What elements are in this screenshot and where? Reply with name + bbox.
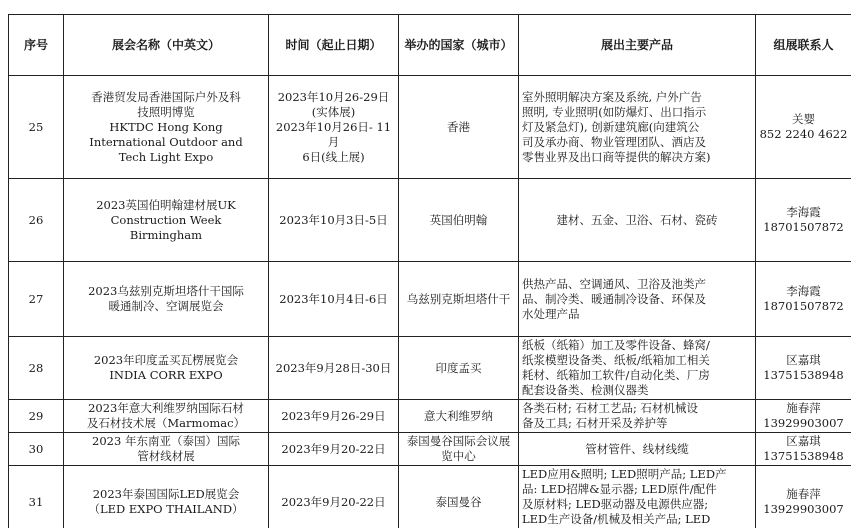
table-row: [9, 262, 852, 337]
product-line: 备及工具; 石材开采及养护等: [522, 416, 668, 430]
product-line: LED生产设备/机械及相关产品; LED: [522, 512, 711, 526]
contact-person: [756, 179, 852, 262]
date-line: 6日(线上展): [302, 149, 365, 164]
date-line: 2023年9月20-22日: [281, 441, 386, 456]
table-row: [9, 76, 852, 179]
name-line: Birmingham: [129, 227, 203, 242]
contact-person: [756, 466, 852, 528]
contact-person: [756, 262, 852, 337]
contact-phone: 18701507872: [763, 299, 844, 313]
exhibition-name: [64, 400, 269, 433]
date-line: 2023年9月26-29日: [281, 408, 386, 423]
name-line: HKTDC Hong Kong: [109, 119, 223, 134]
table-row: [9, 337, 852, 400]
name-line: Construction Week: [110, 212, 222, 227]
exhibition-table: [8, 14, 851, 528]
contact-person: [756, 337, 852, 400]
contact-phone: 13751538948: [763, 368, 844, 382]
header-name: 展会名称（中英文）: [64, 15, 269, 76]
exhibition-dates: [269, 400, 399, 433]
product-line: 配套设备类、检测仪器类: [522, 383, 649, 397]
header-number: 序号: [9, 15, 64, 76]
main-products: [519, 433, 756, 466]
contact-phone: 13751538948: [763, 449, 844, 463]
exhibition-name: [64, 433, 269, 466]
host-country: 意大利维罗纳: [399, 400, 519, 433]
name-line: 2023英国伯明翰建材展UK: [96, 197, 236, 212]
product-line: 零售业界及出口商等提供的解决方案): [522, 149, 711, 164]
contact-name: 李海霞: [786, 205, 821, 219]
name-line: 2023年泰国国际LED展览会: [92, 487, 240, 501]
contact-name: 区嘉琪: [786, 353, 821, 367]
contact-name: 区嘉琪: [786, 434, 821, 448]
host-country: 英国伯明翰: [399, 179, 519, 262]
product-line: LED应用&照明; LED照明产品; LED产: [522, 467, 727, 481]
product-line: 品、制冷类、暖通制冷设备、环保及: [522, 291, 706, 306]
date-line: 2023年9月28日-30日: [275, 360, 392, 375]
header-time: 时间（起止日期）: [269, 15, 399, 76]
product-line: 灯及紧急灯), 创新建筑廊(向建筑公: [522, 119, 700, 134]
name-line: INDIA CORR EXPO: [109, 368, 223, 382]
date-line: 2023年9月20-22日: [281, 494, 386, 509]
product-line: 耗材、纸箱加工软件/自动化类、厂房: [522, 368, 710, 382]
header-country: 举办的国家（城市）: [399, 15, 519, 76]
name-line: Tech Light Expo: [118, 149, 214, 164]
host-country: 泰国曼谷国际会议展览中心: [399, 433, 519, 466]
exhibition-dates: [269, 337, 399, 400]
contact-name: 施春萍: [786, 401, 821, 415]
header-row: [9, 15, 852, 76]
header-contact: 组展联系人: [756, 15, 852, 76]
name-line: （LED EXPO THAILAND）: [88, 502, 244, 516]
main-products: [519, 466, 756, 528]
name-line: 技照明博览: [137, 104, 195, 119]
contact-phone: 18701507872: [763, 220, 844, 234]
main-products: [519, 400, 756, 433]
exhibition-name: [64, 262, 269, 337]
product-line: 室外照明解决方案及系统, 户外广告: [522, 89, 702, 104]
exhibition-dates: [269, 76, 399, 179]
contact-name: 李海霞: [786, 284, 821, 298]
host-country: 泰国曼谷: [399, 466, 519, 528]
product-line: 纸板（纸箱）加工及零件设备、蜂窝/: [522, 338, 710, 352]
name-line: 2023年印度孟买瓦楞展览会: [93, 353, 239, 367]
row-number: 26: [9, 179, 64, 262]
table-row: [9, 400, 852, 433]
contact-person: [756, 400, 852, 433]
contact-name: 关婴: [792, 112, 815, 126]
exhibition-name: [64, 337, 269, 400]
product-line: 供热产品、空调通风、卫浴及池类产: [522, 276, 706, 291]
exhibition-dates: [269, 466, 399, 528]
row-number: 29: [9, 400, 64, 433]
date-line: (实体展): [311, 104, 356, 119]
date-line: 2023年10月26-29日: [277, 89, 390, 104]
row-number: 30: [9, 433, 64, 466]
product-line: 纸浆模塑设备类、纸板/纸箱加工相关: [522, 353, 710, 367]
contact-phone: 13929903007: [763, 416, 844, 430]
name-line: 香港贸发局香港国际户外及科: [91, 89, 241, 104]
name-line: 及石材技术展（Marmomac）: [86, 416, 246, 430]
exhibition-dates: [269, 262, 399, 337]
row-number: 25: [9, 76, 64, 179]
product-line: 司及承办商、物业管理团队、酒店及: [522, 134, 706, 149]
date-line: 2023年10月26日- 11月: [275, 119, 392, 149]
contact-person: [756, 433, 852, 466]
product-line: 各类石材; 石材工艺品; 石材机械设: [522, 401, 699, 415]
row-number: 31: [9, 466, 64, 528]
contact-person: [756, 76, 852, 179]
host-country: 乌兹别克斯坦塔什干: [399, 262, 519, 337]
contact-name: 施春萍: [786, 487, 821, 501]
date-line: 2023年10月4日-6日: [279, 291, 388, 306]
name-line: 2023 年东南亚（泰国）国际: [92, 434, 240, 448]
product-line: 及原材料; LED驱动器及电源供应器;: [522, 497, 709, 511]
product-line: 照明, 专业照明(如防爆灯、出口指示: [522, 104, 707, 119]
table-row: [9, 433, 852, 466]
exhibition-name: [64, 76, 269, 179]
name-line: 管材线材展: [137, 449, 195, 463]
product-line: 水处理产品: [522, 306, 580, 321]
date-line: 2023年10月3日-5日: [279, 212, 388, 227]
host-country: 印度孟买: [399, 337, 519, 400]
product-line: 建材、五金、卫浴、石材、瓷砖: [556, 212, 718, 227]
main-products: [519, 179, 756, 262]
name-line: 暖通制冷、空调展览会: [108, 299, 224, 313]
product-line: 品: LED招牌&显示器; LED原件/配件: [522, 482, 717, 496]
exhibition-dates: [269, 179, 399, 262]
main-products: [519, 76, 756, 179]
row-number: 28: [9, 337, 64, 400]
exhibition-dates: [269, 433, 399, 466]
header-products: 展出主要产品: [519, 15, 756, 76]
exhibition-name: [64, 466, 269, 528]
table-row: [9, 179, 852, 262]
name-line: 2023年意大利维罗纳国际石材: [88, 401, 244, 415]
row-number: 27: [9, 262, 64, 337]
product-line: 管材管件、线材线缆: [585, 441, 689, 456]
exhibition-name: [64, 179, 269, 262]
name-line: International Outdoor and: [89, 134, 243, 149]
name-line: 2023乌兹别克斯坦塔什干国际: [88, 284, 244, 298]
contact-phone: 13929903007: [763, 502, 844, 516]
main-products: [519, 337, 756, 400]
table-row: [9, 466, 852, 528]
exhibition-table-sheet: [8, 14, 851, 528]
main-products: [519, 262, 756, 337]
contact-phone: 852 2240 4622: [759, 127, 848, 141]
host-country: 香港: [399, 76, 519, 179]
